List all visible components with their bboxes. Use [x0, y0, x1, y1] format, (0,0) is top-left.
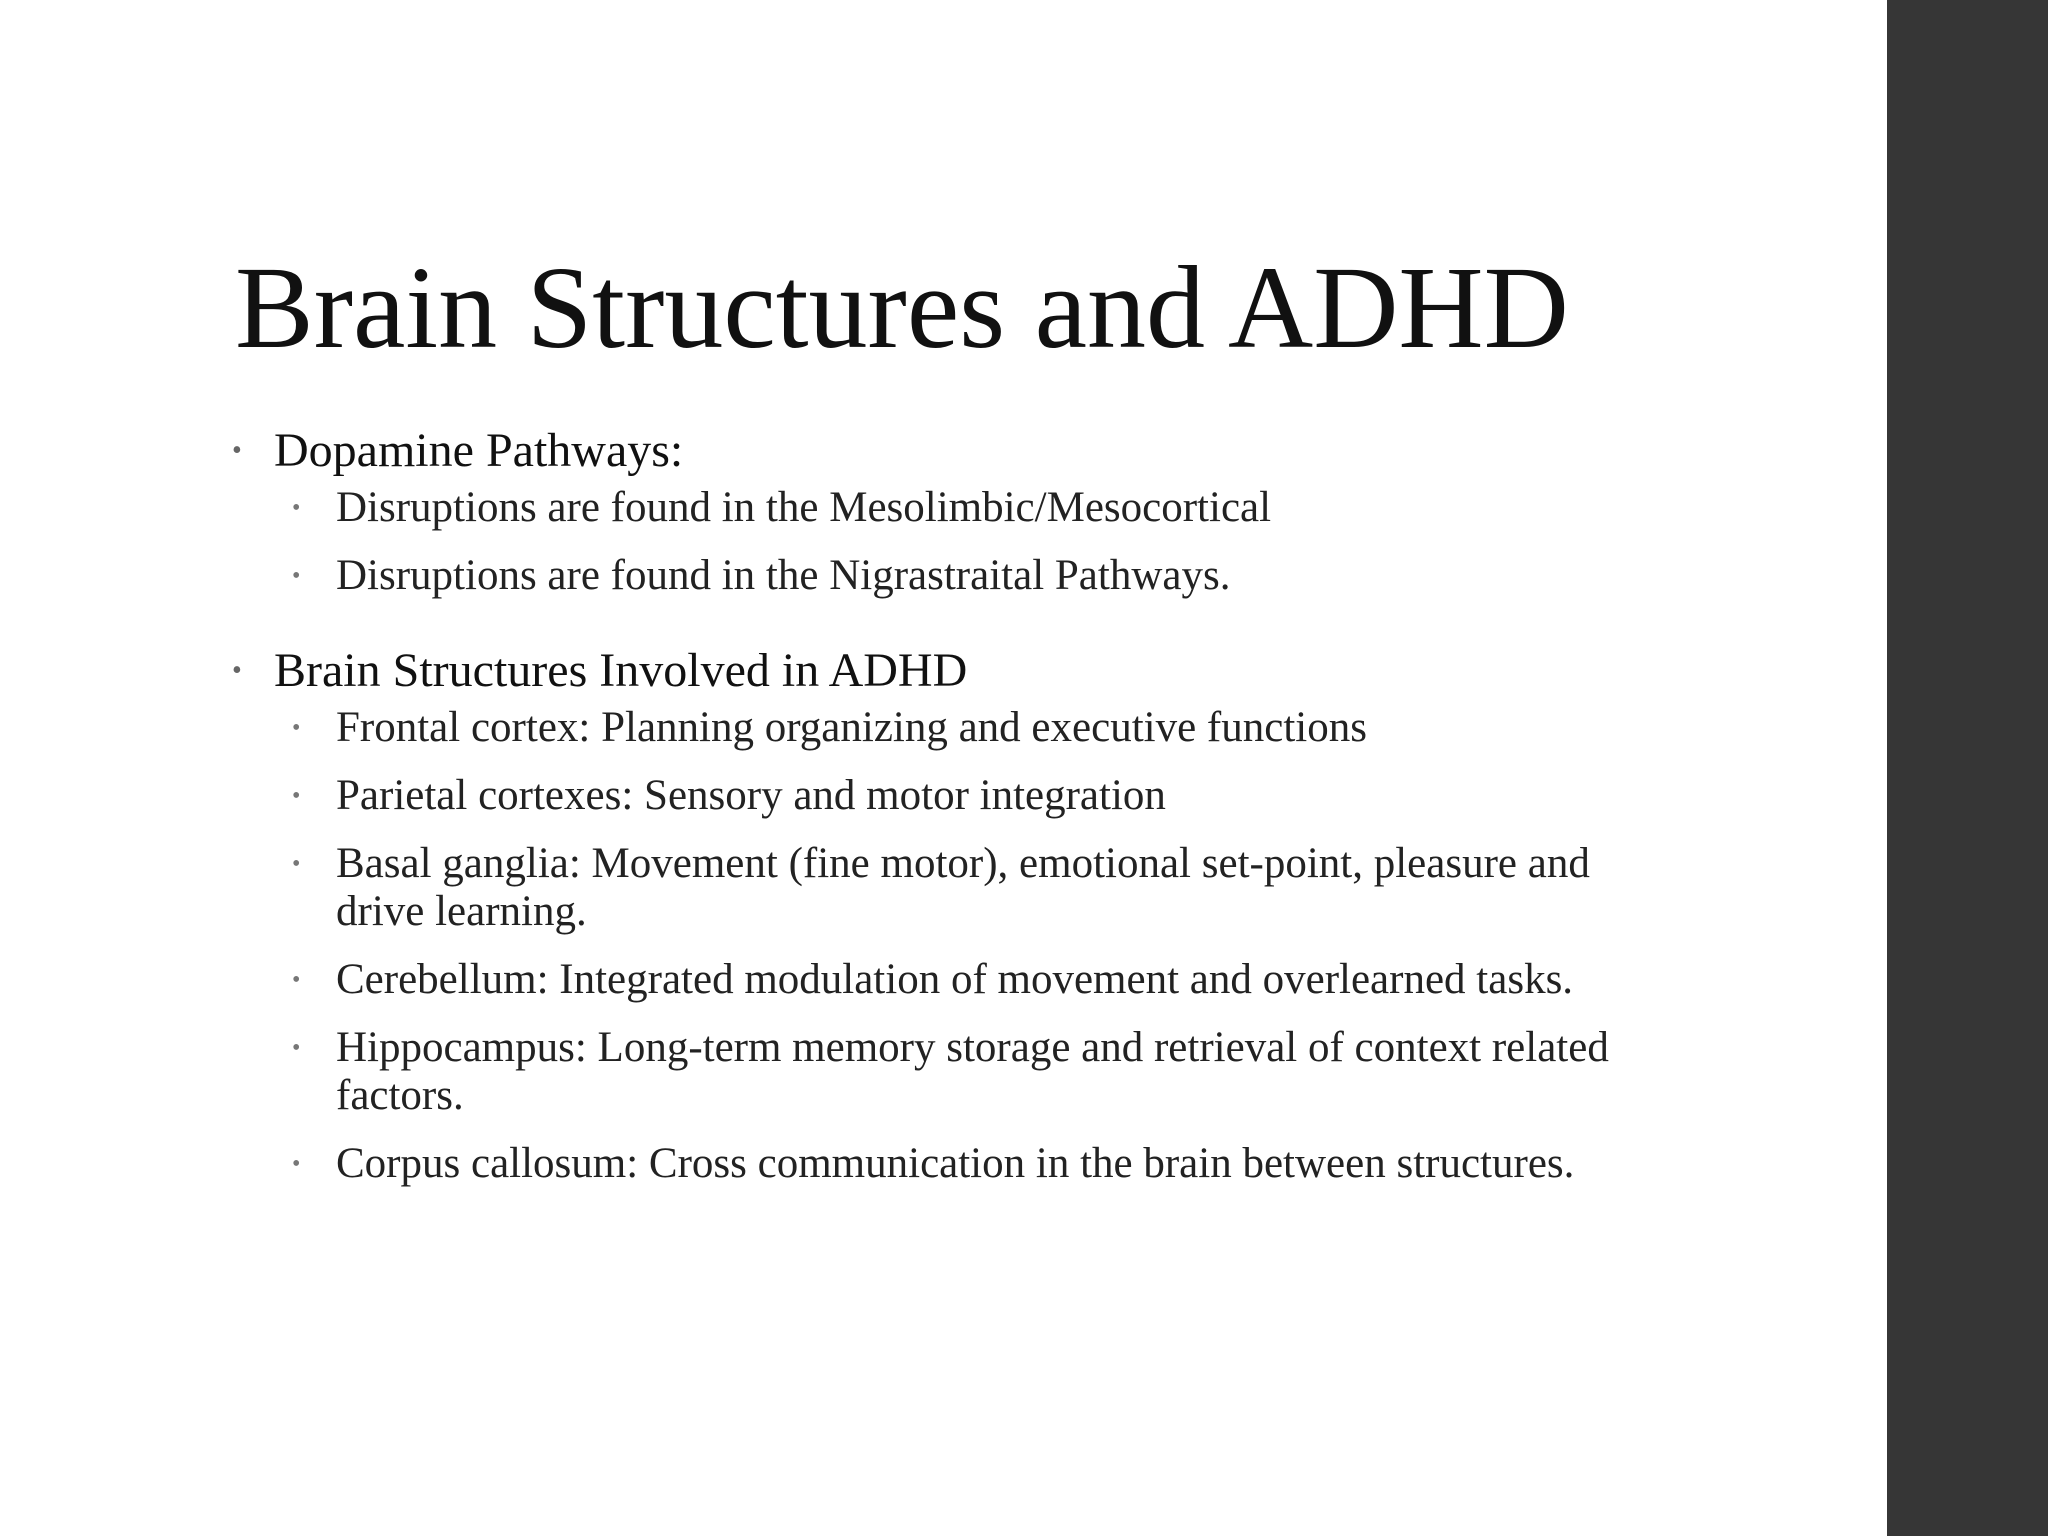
bullet-dot-icon: • — [292, 495, 301, 521]
sub-bullet-text: Disruptions are found in the Nigrastraital Pathways. — [336, 552, 1231, 599]
bullet-dot-icon: • — [232, 655, 242, 686]
bullet-level1 — [232, 420, 1852, 482]
sub-bullet — [292, 704, 1646, 752]
sub-bullet-text: Parietal cortexes: Sensory and motor integration — [336, 772, 1166, 819]
sub-bullet — [292, 956, 1646, 1004]
sub-bullet-text: Basal ganglia: Movement (fine motor), emotional set-point, pleasure and drive learning. — [336, 840, 1590, 935]
bullet-dot-icon: • — [292, 563, 301, 589]
sub-bullet-list — [232, 704, 1852, 1188]
bullet-dot-icon: • — [292, 1035, 301, 1061]
sub-bullet-list — [232, 484, 1852, 600]
sub-bullet — [292, 840, 1646, 936]
sub-bullet-text: Frontal cortex: Planning organizing and executive functions — [336, 704, 1367, 751]
bullet-dot-icon: • — [292, 783, 301, 809]
sub-bullet — [292, 772, 1646, 820]
sub-bullet-text: Corpus callosum: Cross communication in the brain between structures. — [336, 1140, 1575, 1187]
sub-bullet-text: Cerebellum: Integrated modulation of movement and overlearned tasks. — [336, 956, 1574, 1003]
bullet-dot-icon: • — [232, 435, 242, 466]
bullet-dot-icon: • — [292, 967, 301, 993]
bullet-heading: Brain Structures Involved in ADHD — [274, 644, 968, 697]
side-accent-bar — [1887, 0, 2048, 1536]
bullet-heading: Dopamine Pathways: — [274, 424, 684, 477]
slide-body — [232, 420, 1852, 1208]
bullet-level1 — [232, 640, 1852, 702]
bullet-dot-icon: • — [292, 1151, 301, 1177]
bullet-section-dopamine — [232, 420, 1852, 600]
sub-bullet-text: Hippocampus: Long-term memory storage and retrieval of context related factors. — [336, 1024, 1609, 1119]
sub-bullet — [292, 552, 1646, 600]
bullet-dot-icon: • — [292, 851, 301, 877]
bullet-dot-icon: • — [292, 715, 301, 741]
sub-bullet-text: Disruptions are found in the Mesolimbic/Mesocortical — [336, 484, 1272, 531]
bullet-section-brain-structures — [232, 640, 1852, 1188]
slide-title: Brain Structures and ADHD — [235, 242, 1569, 373]
sub-bullet — [292, 1140, 1646, 1188]
sub-bullet — [292, 1024, 1646, 1120]
sub-bullet — [292, 484, 1646, 532]
